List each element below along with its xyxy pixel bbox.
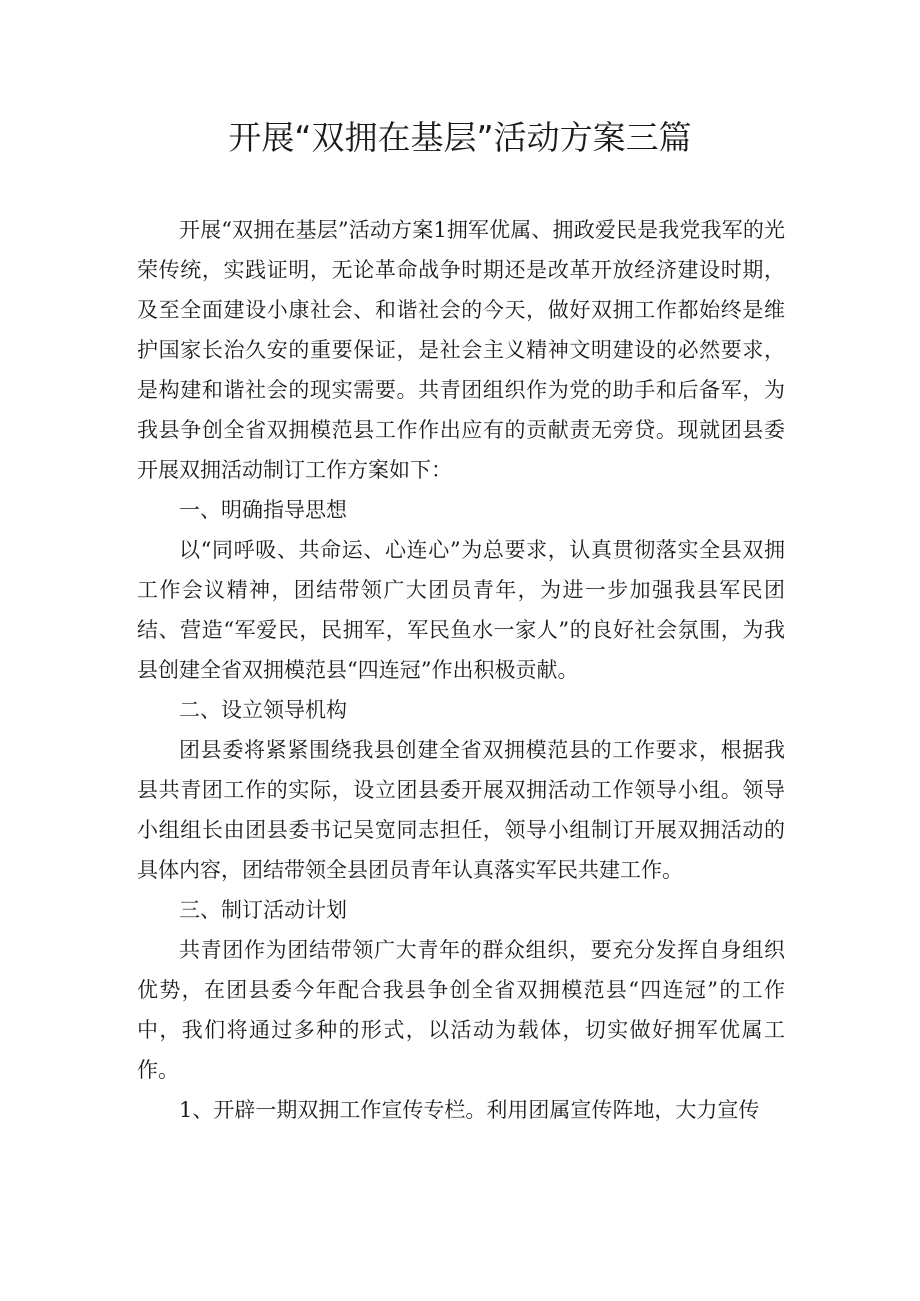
body-paragraph: 1、开辟一期双拥工作宣传专栏。利用团属宣传阵地，大力宣传 <box>179 1098 760 1122</box>
body-paragraph: 开展“双拥在基层”活动方案1拥军优属、拥政爱民是我党我军的光荣传统，实践证明，无论革命战争时期还是改革开放经济建设时期，及至全面建设小康社会、和谐社会的今天，做好双拥工作都始终是维护国家长治久安的重要保证，是社会主义精神文明建设的必然要求，是构建和谐社会的现实需要。共青团组织作为党的助手和后备军，为我县争创全省双拥模范县工作作出应有的贡献责无旁贷。现就团县委开展双拥活动制订工作方案如下： <box>137 218 785 482</box>
body-paragraph: 共青团作为团结带领广大青年的群众组织，要充分发挥自身组织优势，在团县委今年配合我县争创全省双拥模范县“四连冠”的工作中，我们将通过多种的形式，以活动为载体，切实做好拥军优属工作。 <box>137 938 785 1082</box>
body-paragraph: 以“同呼吸、共命运、心连心”为总要求，认真贯彻落实全县双拥工作会议精神，团结带领广大团员青年，为进一步加强我县军民团结、营造“军爱民，民拥军，军民鱼水一家人”的良好社会氛围，为我县创建全省双拥模范县“四连冠”作出积极贡献。 <box>137 538 785 682</box>
section-heading: 二、设立领导机构 <box>179 698 347 722</box>
body-paragraph: 团县委将紧紧围绕我县创建全省双拥模范县的工作要求，根据我县共青团工作的实际，设立团县委开展双拥活动工作领导小组。领导小组组长由团县委书记吴宽同志担任，领导小组制订开展双拥活动的具体内容，团结带领全县团员青年认真落实军民共建工作。 <box>137 738 785 882</box>
section-heading: 三、制订活动计划 <box>179 898 347 922</box>
document-title: 开展“双拥在基层”活动方案三篇 <box>228 118 692 157</box>
document-body <box>137 210 785 1130</box>
section-heading: 一、明确指导思想 <box>179 498 347 522</box>
